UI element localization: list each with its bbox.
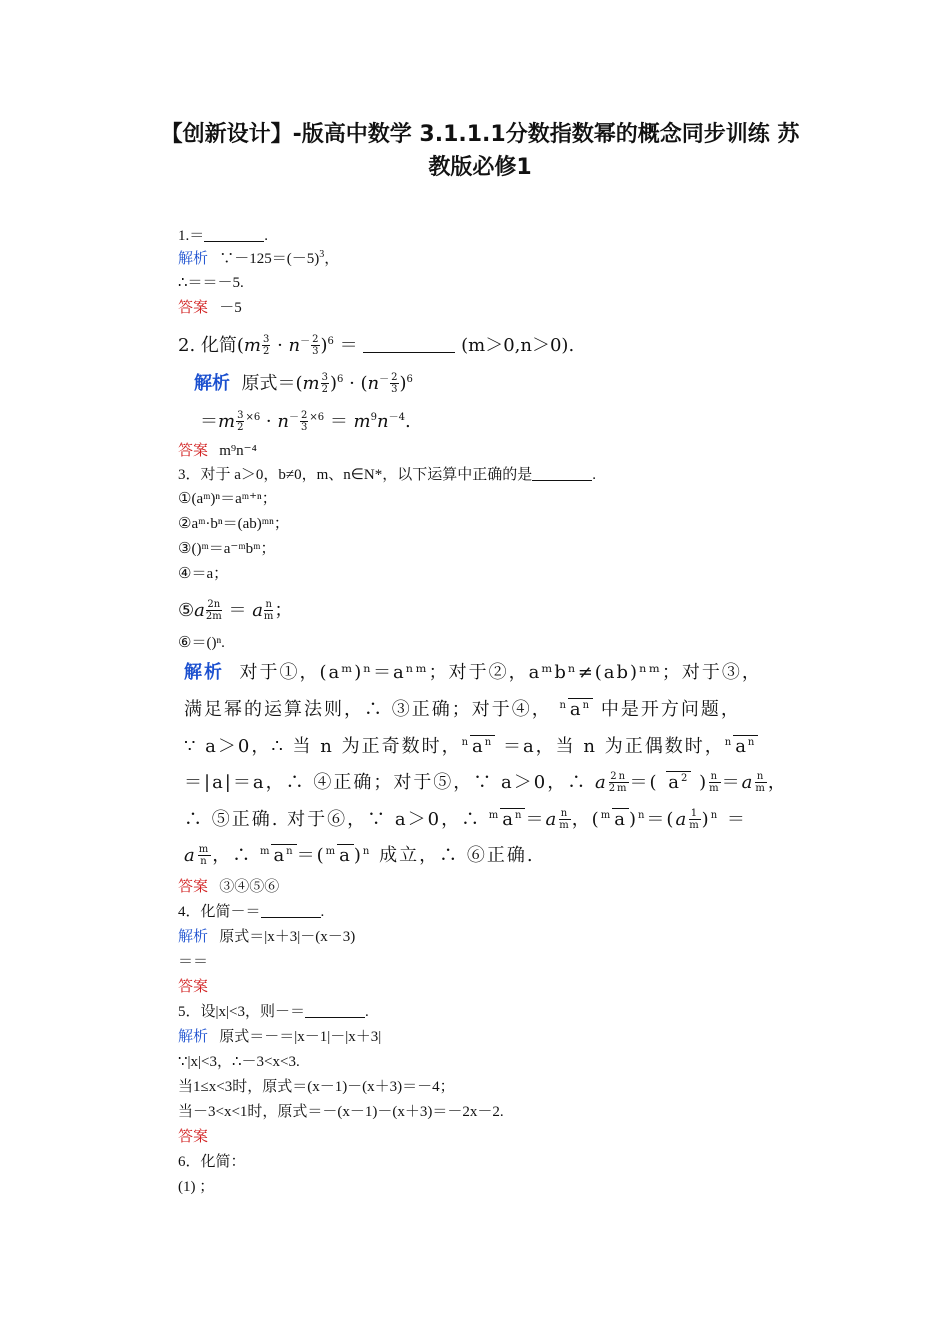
q4-stem: 4．化简－＝ . (178, 904, 325, 920)
daan-label: 答案 (178, 443, 209, 459)
daan-label: 答案 (178, 979, 209, 995)
q3-solution-4: ＝|a|＝a，∴ ④正确；对于⑤，∵ a＞0，∴ a $\frac{2n}{2m}$ ＝( $a^2$ ) $\frac{n}{m}$ ＝a $\frac{n}{m}$ ， (184, 771, 788, 794)
q3-solution-2: 满足幂的运算法则，∴ ③正确；对于④， $^n$ $a^n$ 中是开方问题， (184, 699, 741, 720)
daan-label: 答案 (178, 300, 209, 316)
title-line-2: 教版必修1 (428, 155, 532, 180)
jiexi-label: 解析 (194, 373, 230, 394)
daan-label: 答案 (178, 879, 209, 895)
answer-blank (204, 227, 264, 242)
q6-part-1: (1) ； (178, 1179, 215, 1195)
q3-option-1: ①(aᵐ)ⁿ＝aᵐ⁺ⁿ； (178, 491, 277, 507)
q1-solution-2: ∴＝＝－5. (178, 275, 244, 291)
q3-option-6: ⑥＝()ⁿ. (178, 635, 225, 651)
page-title (150, 118, 810, 184)
answer-blank (261, 903, 321, 918)
q3-option-2: ②aᵐ·bⁿ＝(ab)ᵐⁿ； (178, 516, 289, 532)
answer-blank (532, 466, 592, 481)
q2-stem: 2. 化简(m $\frac{3}{2}$ · n－ $\frac{2}{3}$ )$^6$ ＝ (m＞0,n＞0). (178, 334, 575, 357)
q4-solution: 解析 原式＝|x＋3|－(x－3) (178, 929, 356, 945)
q5-solution-4: 当－3<x<1时，原式＝－(x－1)－(x＋3)＝－2x－2. (178, 1104, 504, 1120)
q4-solution-2: ＝＝ (178, 954, 209, 970)
q2-answer: 答案 m⁹n⁻⁴ (178, 443, 257, 459)
answer-blank (305, 1003, 365, 1018)
q3-solution-5: ∴ ⑤正确. 对于⑥，∵ a＞0，∴ $^m$ $a^n =a$ $\frac{n}{m}$ ，($^m$ a )$^n$＝(a $\frac{1}{m}$ )$^n$ ＝ (184, 808, 747, 831)
q3-solution-1: 解析 对于①，(aᵐ)ⁿ＝aⁿᵐ；对于②，aᵐbⁿ≠(ab)ⁿᵐ；对于③， (184, 662, 762, 683)
q3-answer: 答案 ③④⑤⑥ (178, 879, 280, 895)
q3-solution-6: a $\frac{m}{n}$ ，∴ $^m$ $a^n =(^m$ a )$^n$ 成立，∴ ⑥正确. (184, 844, 535, 867)
q3-stem: 3．对于 a＞0，b≠0，m、n∈N*，以下运算中正确的是 . (178, 467, 596, 483)
jiexi-label: 解析 (178, 251, 209, 267)
q5-stem: 5．设|x|<3，则－＝ . (178, 1004, 369, 1020)
q5-solution-3: 当1≤x<3时，原式＝(x－1)－(x＋3)＝－4； (178, 1079, 455, 1095)
q3-option-4: ④＝a； (178, 566, 229, 582)
q4-answer (178, 976, 208, 998)
jiexi-label: 解析 (178, 929, 209, 945)
q1-solution: 解析 $\because-125=(-5)^3$， (178, 249, 340, 267)
daan-label: 答案 (178, 1129, 209, 1145)
q5-solution: 解析 原式＝－＝|x－1|－|x＋3| (178, 1029, 382, 1045)
answer-blank (363, 338, 455, 353)
q6-stem: 6．化简： (178, 1154, 246, 1170)
q1-answer: 答案 －5 (178, 300, 242, 316)
title-line-1: 【创新设计】-版高中数学 3.1.1.1分数指数幂的概念同步训练 苏 (160, 122, 800, 147)
q1-stem: 1.＝ . (178, 228, 269, 244)
q3-solution-3: ∵ a＞0，∴ 当 n 为正奇数时，$^n$ $a^n =a$，当 n 为正偶数时，$^n$ $a^n$ (184, 736, 757, 757)
q3-option-5: ⑤a $\frac{2n}{2m}$ ＝ a $\frac{n}{m}$ ； (178, 599, 293, 622)
q5-solution-2: ∵|x|<3，∴－3<x<3. (178, 1054, 300, 1070)
jiexi-label: 解析 (184, 662, 224, 683)
q2-solution-2: ＝m $\frac{3}{2}$ $^{\times 6}$ · n－ $\frac{2}{3}$ $^{\times 6} = m^9n^{-4}$. (200, 410, 411, 433)
q5-answer (178, 1126, 208, 1148)
q2-solution: 解析 原式＝(m $\frac{3}{2}$ )$^6$ · (n－ $\frac{2}{3}$ )$^6$ (194, 372, 413, 395)
jiexi-label: 解析 (178, 1029, 209, 1045)
q3-option-3: ③()ᵐ＝a⁻ᵐbᵐ； (178, 541, 276, 557)
